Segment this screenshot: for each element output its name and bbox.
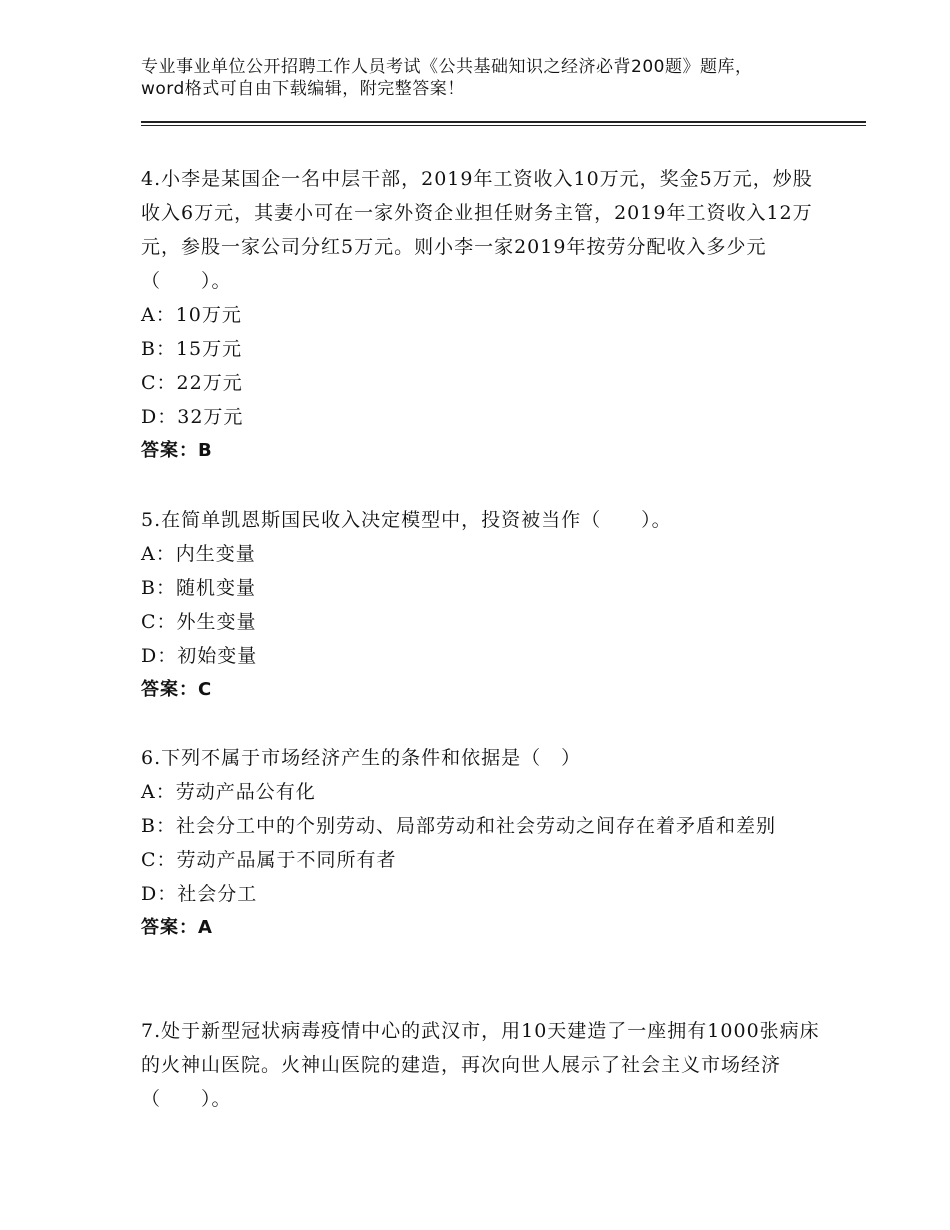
option-d: D：32万元 <box>141 406 244 428</box>
option-c: C：劳动产品属于不同所有者 <box>141 849 397 871</box>
answer-value: C <box>198 679 213 700</box>
answer-label: 答案： <box>141 440 198 461</box>
option-b: B：随机变量 <box>141 577 256 599</box>
option-a: A：劳动产品公有化 <box>141 781 316 803</box>
question-5 <box>141 503 821 707</box>
option-a: A：内生变量 <box>141 543 256 565</box>
header-divider-thin <box>141 125 866 126</box>
answer-value: B <box>198 440 213 461</box>
option-a: A：10万元 <box>141 304 242 326</box>
option-d: D：社会分工 <box>141 883 258 905</box>
option-c: C：外生变量 <box>141 611 257 633</box>
question-6 <box>141 741 821 945</box>
header-divider-thick <box>141 121 866 123</box>
answer-label: 答案： <box>141 679 198 700</box>
answer-line <box>141 911 821 945</box>
option-d: D：初始变量 <box>141 645 258 667</box>
question-4 <box>141 162 821 468</box>
question-text: 4.小李是某国企一名中层干部，2019年工资收入10万元，奖金5万元，炒股收入6万元，其妻小可在一家外资企业担任财务主管，2019年工资收入12万元，参股一家公司分红5万元。则小李一家2019年按劳分配收入多少元（ ）。 <box>141 168 813 292</box>
option-b: B：15万元 <box>141 338 243 360</box>
answer-value: A <box>198 917 213 938</box>
answer-label: 答案： <box>141 917 198 938</box>
answer-line <box>141 434 821 468</box>
question-text: 6.下列不属于市场经济产生的条件和依据是（ ） <box>141 747 582 769</box>
document-title: 专业事业单位公开招聘工作人员考试《公共基础知识之经济必背200题》题库，word格式可自由下载编辑，附完整答案！ <box>141 57 753 99</box>
document-header <box>141 56 781 100</box>
question-7 <box>141 1014 821 1116</box>
answer-line <box>141 673 821 707</box>
option-c: C：22万元 <box>141 372 243 394</box>
option-b: B：社会分工中的个别劳动、局部劳动和社会劳动之间存在着矛盾和差别 <box>141 815 776 837</box>
question-text: 5.在简单凯恩斯国民收入决定模型中，投资被当作（ ）。 <box>141 509 672 531</box>
question-text: 7.处于新型冠状病毒疫情中心的武汉市，用10天建造了一座拥有1000张病床的火神山医院。火神山医院的建造，再次向世人展示了社会主义市场经济（ ）。 <box>141 1020 820 1110</box>
